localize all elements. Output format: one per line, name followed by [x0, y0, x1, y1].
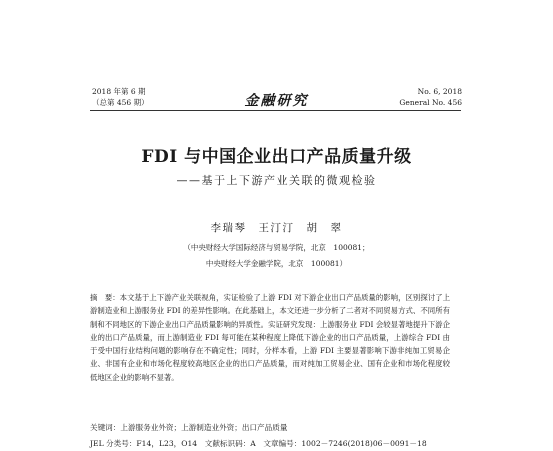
issue-number-en: No. 6, 2018 — [417, 87, 462, 96]
abstract: 摘 要：本文基于上下游产业关联视角，实证检验了上游 FDI 对下游企业出口产品质量的影响，区别探讨了上游制造业和上游服务业 FDI 的差异性影响。在此基础上，本文还进一步分析了二者对不同贸易方式、不同所有制和不同地区的下游企业出口产品质量影响的异质性。实证研究发现：上游服务业 FDI 会较显著地提升下游企业的出口产品质量，而上游制造业 FDI 每可能在某种程度上降低下游企业的出口产品质量，上游综合 FDI 由于受中国行业结构问题的影响存在不确定性；同时，分样本看，上游 FDI 主要显著影响下游非纯加工贸易企业、非国有企业和市场化程度较高地区企业的出口产品质量，而对纯加工贸易企业、国有企业和市场化程度较低地区企业的影响不显著。 — [90, 293, 450, 382]
paper-subtitle: ——基于上下游产业关联的微观检验 — [176, 174, 377, 187]
total-issue-cn: （总第 456 期） — [92, 98, 149, 107]
issue-info-en — [399, 86, 462, 108]
affiliation-2: 中央财经大学金融学院，北京 100081） — [205, 259, 348, 268]
keywords: 关键词：上游服务业外资；上游制造业外资；出口产品质量 — [90, 423, 288, 432]
header-rule — [90, 110, 461, 111]
paper-title: FDI 与中国企业出口产品质量升级 — [141, 147, 412, 167]
authors: 李瑞琴 王汀汀 胡 翠 — [210, 222, 343, 234]
total-issue-en: General No. 456 — [399, 98, 462, 107]
affiliation-1: （中央财经大学国际经济与贸易学院，北京 100081； — [183, 243, 370, 252]
jel-classification: JEL 分类号：F14，L23，O14 文献标识码：A 文章编号：1002－7246(2018)06－0091－18 — [90, 439, 427, 448]
issue-number-cn: 2018 年第 6 期 — [92, 87, 146, 96]
journal-name: 金融研究 — [244, 93, 309, 109]
